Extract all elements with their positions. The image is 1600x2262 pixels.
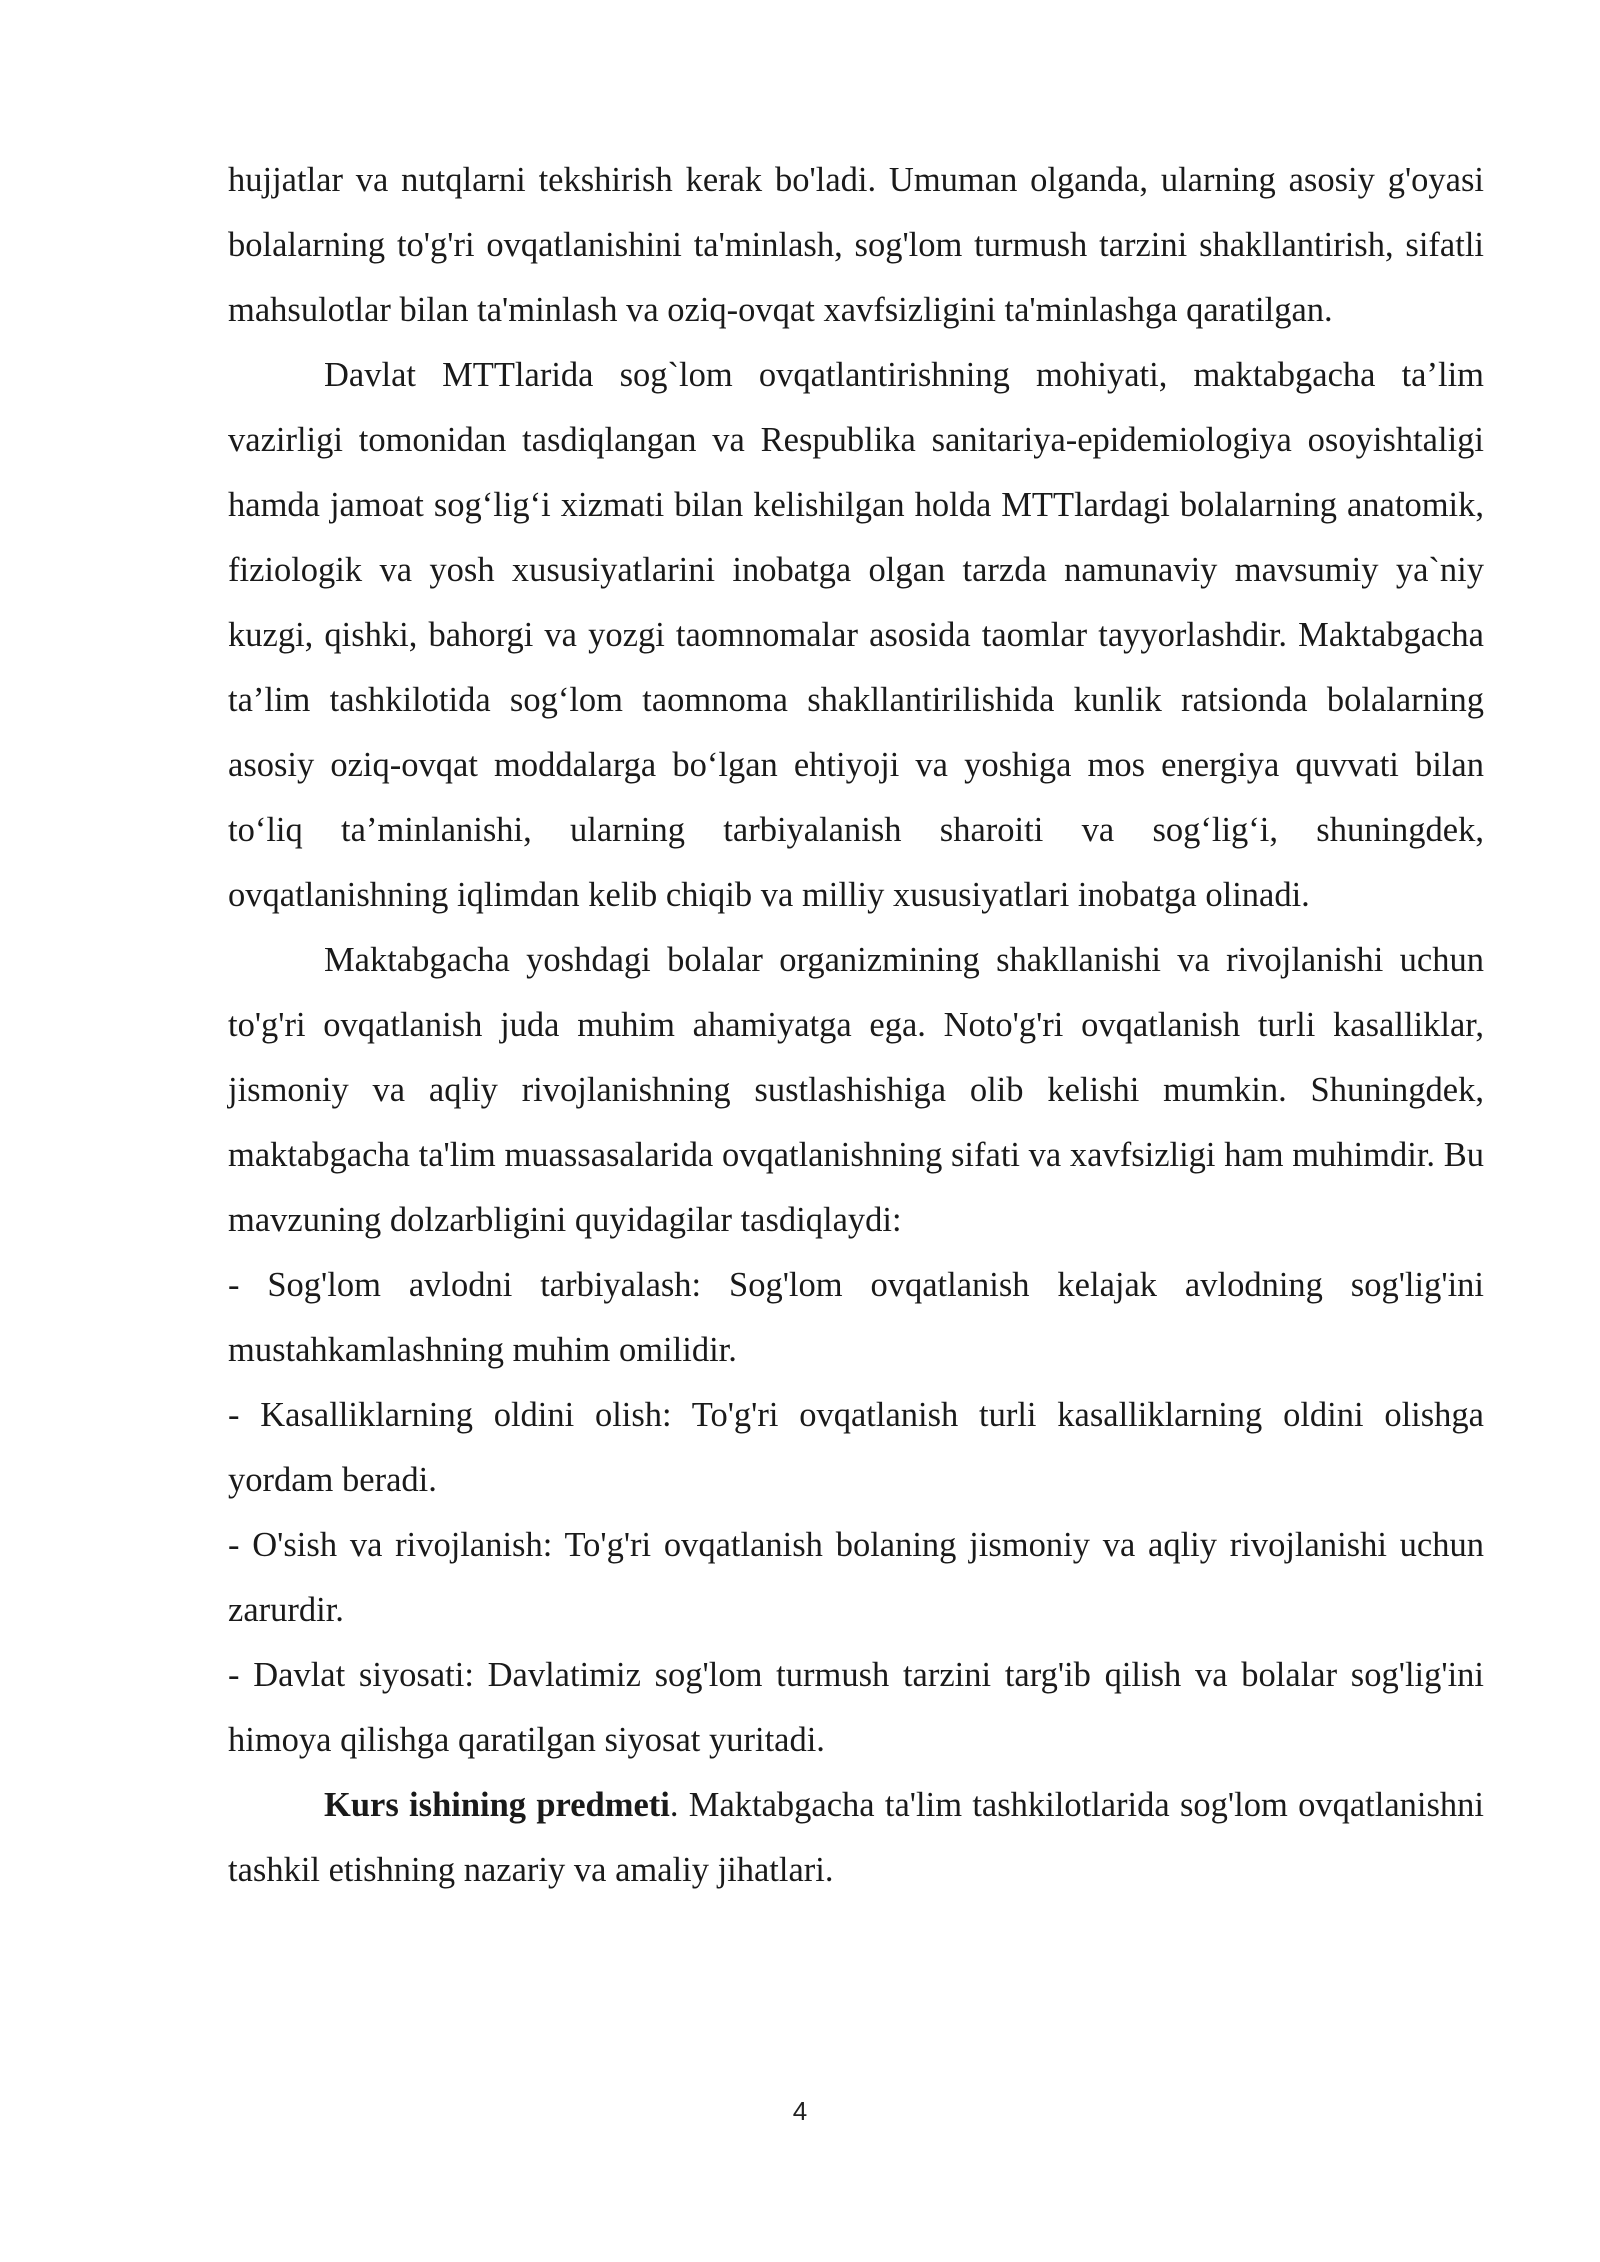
paragraph-mtt-nutrition: Davlat MTTlarida sog`lom ovqatlantirishning mohiyati, maktabgacha ta’lim vazirligi tomonidan tasdiqlangan va Respublika sanitariya-epidemiologiya osoyishtaligi hamda jamoat sog‘lig‘i xizmati bilan kelishilgan holda MTTlardagi bolalarning anatomik, fiziologik va yosh xususiyatlarini inobatga olgan tarzda namunaviy mavsumiy ya`niy kuzgi, qishki, bahorgi va yozgi taomnomalar asosida taomlar tayyorlashdir. Maktabgacha ta’lim tashkilotida sog‘lom taomnoma shakllantirilishida kunlik ratsionda bolalarning asosiy oziq-ovqat moddalarga bo‘lgan ehtiyoji va yoshiga mos energiya quvvati bilan to‘liq ta’minlanishi, ularning tarbiyalanish sharoiti va sog‘lig‘i, shuningdek, ovqatlanishning iqlimdan kelib chiqib va milliy xususiyatlari inobatga olinadi. [228, 356, 1484, 914]
paragraph-course-subject [228, 1773, 1484, 1903]
list-item-healthy-generation: - Sog'lom avlodni tarbiyalash: Sog'lom ovqatlanish kelajak avlodning sog'lig'ini mustahkamlashning muhim omilidir. [228, 1266, 1484, 1369]
page-number: 4 [792, 2096, 808, 2126]
list-item-growth-development: - O'sish va rivojlanish: To'g'ri ovqatlanish bolaning jismoniy va aqliy rivojlanishi uchun zarurdir. [228, 1526, 1484, 1629]
course-subject-text: Maktabgacha ta'lim tashkilotlarida sog'lom ovqatlanishni tashkil etishning nazariy va amaliy jihatlari. [228, 1786, 1484, 1889]
list-item-disease-prevention: - Kasalliklarning oldini olish: To'g'ri ovqatlanish turli kasalliklarning oldini olishga yordam beradi. [228, 1396, 1484, 1499]
course-subject-heading-period: . [669, 1786, 679, 1824]
course-subject-heading: Kurs ishining predmeti [324, 1786, 670, 1824]
paragraph-continuation: hujjatlar va nutqlarni tekshirish kerak bo'ladi. Umuman olganda, ularning asosiy g'oyasi bolalarning to'g'ri ovqatlanishini ta'minlash, sog'lom turmush tarzini shakllantirish, sifatli mahsulotlar bilan ta'minlash va oziq-ovqat xavfsizligini ta'minlashga qaratilgan. [228, 161, 1484, 329]
paragraph-relevance: Maktabgacha yoshdagi bolalar organizmining shakllanishi va rivojlanishi uchun to'g'ri ovqatlanish juda muhim ahamiyatga ega. Noto'g'ri ovqatlanish turli kasalliklar, jismoniy va aqliy rivojlanishning sustlashishiga olib kelishi mumkin. Shuningdek, maktabgacha ta'lim muassasalarida ovqatlanishning sifati va xavfsizligi ham muhimdir. Bu mavzuning dolzarbligini quyidagilar tasdiqlaydi: [228, 941, 1484, 1239]
body-text [228, 148, 1484, 1903]
list-item-state-policy: - Davlat siyosati: Davlatimiz sog'lom turmush tarzini targ'ib qilish va bolalar sog'lig'ini himoya qilishga qaratilgan siyosat yuritadi. [228, 1656, 1484, 1759]
